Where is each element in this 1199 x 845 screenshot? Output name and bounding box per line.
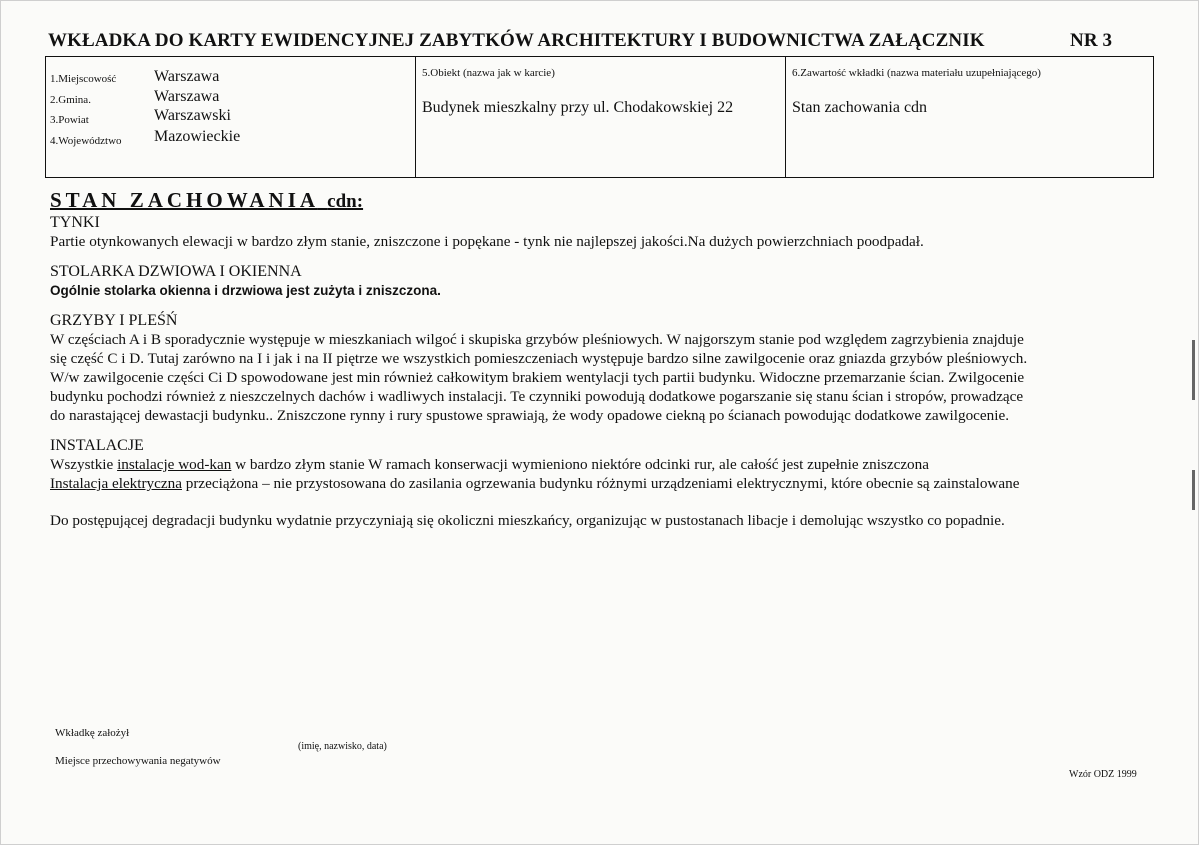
section-title [50,188,1165,214]
electrical-text: Instalacja elektryczna [50,475,182,492]
name-date-hint: (imię, nazwisko, data) [298,741,387,752]
form-template-label: Wzór ODZ 1999 [1069,769,1137,780]
voivodeship-value: Mazowieckie [154,128,241,145]
county-value: Warszawski [154,107,231,124]
county-label: 3.Powiat [50,114,89,126]
title-text: WKŁADKA DO KARTY EWIDENCYJNEJ ZABYTKÓW ARCHITEKTURY I BUDOWNICTWA ZAŁĄCZNIK [48,30,985,51]
instalacje-line-1 [50,455,1165,474]
grzyby-line: W częściach A i B sporadycznie występuje w mieszkaniach wilgoć i skupiska grzybów pleśniowych. W najgorszym stanie pod względem zagrzybienia znajduje [50,331,1024,348]
object-label: 5.Obiekt (nazwa jak w karcie) [422,67,555,79]
instalacje-line-1-start: Wszystkie [50,456,118,473]
created-by-label: Wkładkę założył [55,727,130,739]
stolarka-text: Ogólnie stolarka okienna i drzwiowa jest zużyta i zniszczona. [50,283,441,298]
scan-edge-mark [1192,340,1195,400]
commune-value: Warszawa [154,88,220,105]
object-column [416,57,786,177]
main-content [50,188,1165,530]
instalacje-line-2 [50,474,1165,493]
section-title-text: STAN ZACHOWANIA [50,188,318,212]
header-table [45,56,1154,178]
tynki-text: Partie otynkowanych elewacji w bardzo złym stanie, zniszczone i popękane - tynk nie najlepszej jakości.Na dużych powierzchniach poodpadał. [50,233,924,250]
object-value: Budynek mieszkalny przy ul. Chodakowskiej 22 [422,99,734,116]
negatives-location-label: Miejsce przechowywania negatywów [55,755,221,767]
voivodeship-label: 4.Województwo [50,135,122,147]
scan-edge-mark [1192,470,1195,510]
grzyby-line: W/w zawilgocenie części Ci D spowodowane jest min również całkowitym brakiem wentylacji tych partii budynku. Widoczne przemarzanie ścian. Zwilgocenie [50,369,1025,386]
section-title-suffix: cdn: [327,191,364,212]
tynki-heading: TYNKI [50,214,100,231]
document-title [48,30,1168,52]
instalacje-heading: INSTALACJE [50,437,144,454]
instalacje-line-2-end: przeciążona – nie przystosowana do zasilania ogrzewania budynku różnymi urządzeniami elektrycznymi, które obecnie są zainstalowane [181,475,1020,492]
instalacje-line-1-end: w bardzo złym stanie W ramach konserwacji wymieniono niektóre odcinki rur, ale całość jest zupełnie zniszczona [231,456,929,473]
attachment-number: NR 3 [1070,30,1113,51]
grzyby-line: się część C i D. Tutaj zarówno na I i jak i na II piętrze we wszystkich pomieszczeniach występuje bardzo silne zawilgocenie oraz gniazda grzybów pleśniowych. [50,350,1028,367]
locality-label: 1.Miejscowość [50,73,117,85]
stolarka-heading: STOLARKA DZWIOWA I OKIENNA [50,263,302,280]
grzyby-line: do narastającej dewastacji budynku.. Zniszczone rynny i rury spustowe sprawiają, że wody opadowe ciekną po ścianach powodując dodatkowe zawilgocenie. [50,407,1010,424]
content-column [786,57,1153,177]
content-label: 6.Zawartość wkładki (nazwa materiału uzupełniającego) [792,67,1041,79]
grzyby-heading: GRZYBY I PLEŚŃ [50,312,178,329]
locality-value: Warszawa [154,68,220,85]
location-column [46,57,416,177]
content-value: Stan zachowania cdn [792,99,928,116]
grzyby-line: budynku pochodzi również z nieszczelnych dachów i wadliwych instalacji. Te czynniki powodują dodatkowe pogarszanie się stanu ścian i stropów, prowadzące [50,388,1024,405]
commune-label: 2.Gmina. [50,94,91,106]
closing-text: Do postępującej degradacji budynku wydatnie przyczyniają się okoliczni mieszkańcy, organizując w pustostanach libacje i demolując wszystko co popadnie. [50,512,1005,529]
wod-kan-text: instalacje wod-kan [117,456,232,473]
